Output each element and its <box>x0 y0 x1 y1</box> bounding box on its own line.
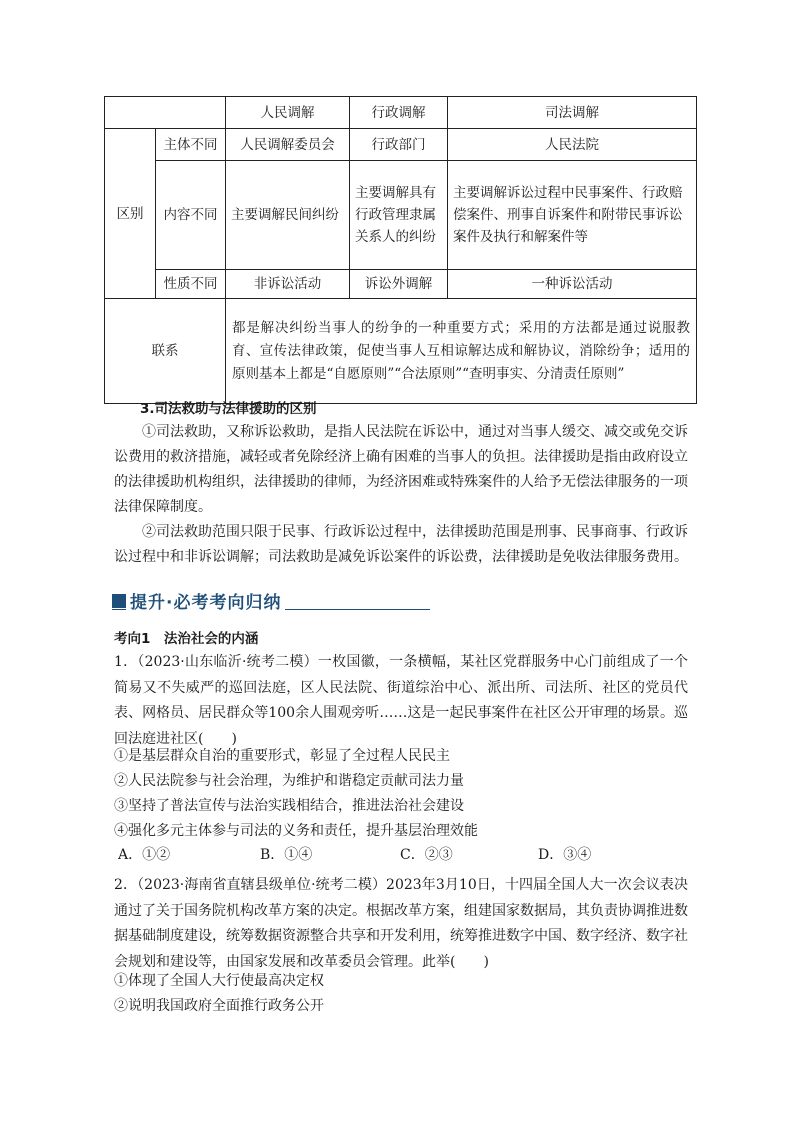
table-cell: 行政部门 <box>350 129 448 161</box>
table-corner-cell <box>105 97 226 129</box>
option-a[interactable]: A．①② <box>118 847 171 863</box>
table-cell: 主要调解民间纠纷 <box>226 161 350 270</box>
option-d[interactable]: D．③④ <box>538 847 592 863</box>
question-1-item: ②人民法院参与社会治理，为维护和谐稳定贡献司法力量 <box>114 773 464 789</box>
table-cell: 诉讼外调解 <box>350 270 448 299</box>
topic-heading: 考向1 法治社会的内涵 <box>114 631 259 647</box>
header-people-mediation: 人民调解 <box>226 97 350 129</box>
paragraph-judicial-aid: ①司法救助，又称诉讼救助，是指人民法院在诉讼中，通过对当事人缓交、减交或免交诉讼费用的救济措施，减轻或者免除经济上确有困难的当事人的负担。法律援助是指由政府设立的法律援助机构组织，法律援助的律师，为经济困难或特殊案件的人给予无偿法律服务的一项法律保障制度。 <box>114 424 688 515</box>
table-cell: 人民调解委员会 <box>226 129 350 161</box>
mediation-comparison-table <box>104 96 697 404</box>
question-1-options <box>114 844 704 869</box>
question-1-item: ①是基层群众自治的重要形式，彰显了全过程人民民主 <box>114 748 450 764</box>
option-b[interactable]: B．①④ <box>260 847 313 863</box>
question-1-stem: 1．（2023·山东临沂·统考二模）一枚国徽，一条横幅，某社区党群服务中心门前组成了一个简易又不失威严的巡回法庭，区人民法院、街道综治中心、派出所、司法所、社区的党员代表、网格员、居民群众等100余人围观旁听……这是一起民事案件在社区公开审理的场景。巡回法庭进社区( ) <box>114 654 688 747</box>
question-2-item: ②说明我国政府全面推行政务公开 <box>114 998 324 1014</box>
table-header-row <box>105 97 697 129</box>
group-label-difference: 区别 <box>105 129 156 299</box>
section-banner <box>112 588 432 616</box>
table-cell: 人民法院 <box>448 129 697 161</box>
header-judicial-mediation: 司法调解 <box>448 97 697 129</box>
row-label-nature: 性质不同 <box>156 270 226 299</box>
row-label-link: 联系 <box>105 299 226 404</box>
question-2-item: ①体现了全国人大行使最高决定权 <box>114 973 324 989</box>
row-label-subject: 主体不同 <box>156 129 226 161</box>
table-row-link <box>105 299 697 404</box>
link-description-cell: 都是解决纠纷当事人的纷争的一种重要方式；采用的方法都是通过说服教育、宣传法律政策，促使当事人互相谅解达成和解协议，消除纷争；适用的原则基本上都是“自愿原则”“合法原则”“查明事实、分清责任原则” <box>226 299 697 404</box>
paragraph-aid-scope: ②司法救助范围只限于民事、行政诉讼过程中，法律援助范围是刑事、民事商事、行政诉讼过程中和非诉讼调解；司法救助是减免诉讼案件的诉讼费，法律援助是免收法律服务费用。 <box>114 524 688 565</box>
row-label-content: 内容不同 <box>156 161 226 270</box>
table-cell: 主要调解具有行政管理隶属关系人的纠纷 <box>350 161 448 270</box>
question-2-stem: 2．（2023·海南省直辖县级单位·统考二模）2023年3月10日，十四届全国人大一次会议表决通过了关于国务院机构改革方案的决定。根据改革方案，组建国家数据局，其负责协调推进数据基础制度建设，统筹数据资源整合共享和开发利用，统筹推进数字中国、数字经济、数字社会规划和建设等，由国家发展和改革委员会管理。此举( ) <box>114 877 688 970</box>
option-c[interactable]: C．②③ <box>400 847 453 863</box>
table-cell: 主要调解诉讼过程中民事案件、行政赔偿案件、刑事自诉案件和附带民事诉讼案件及执行和解案件等 <box>448 161 697 270</box>
banner-title: 提升·必考考向归纳 <box>126 588 285 613</box>
table-cell: 非诉讼活动 <box>226 270 350 299</box>
question-1-item: ④强化多元主体参与司法的义务和责任，提升基层治理效能 <box>114 823 478 839</box>
table-cell: 一种诉讼活动 <box>448 270 697 299</box>
table-row-subject <box>105 129 697 161</box>
question-1-item: ③坚持了普法宣传与法治实践相结合，推进法治社会建设 <box>114 798 464 814</box>
header-admin-mediation: 行政调解 <box>350 97 448 129</box>
table-row-nature <box>105 270 697 299</box>
section-heading: 3.司法救助与法律援助的区别 <box>140 401 317 417</box>
table-row-content <box>105 161 697 270</box>
